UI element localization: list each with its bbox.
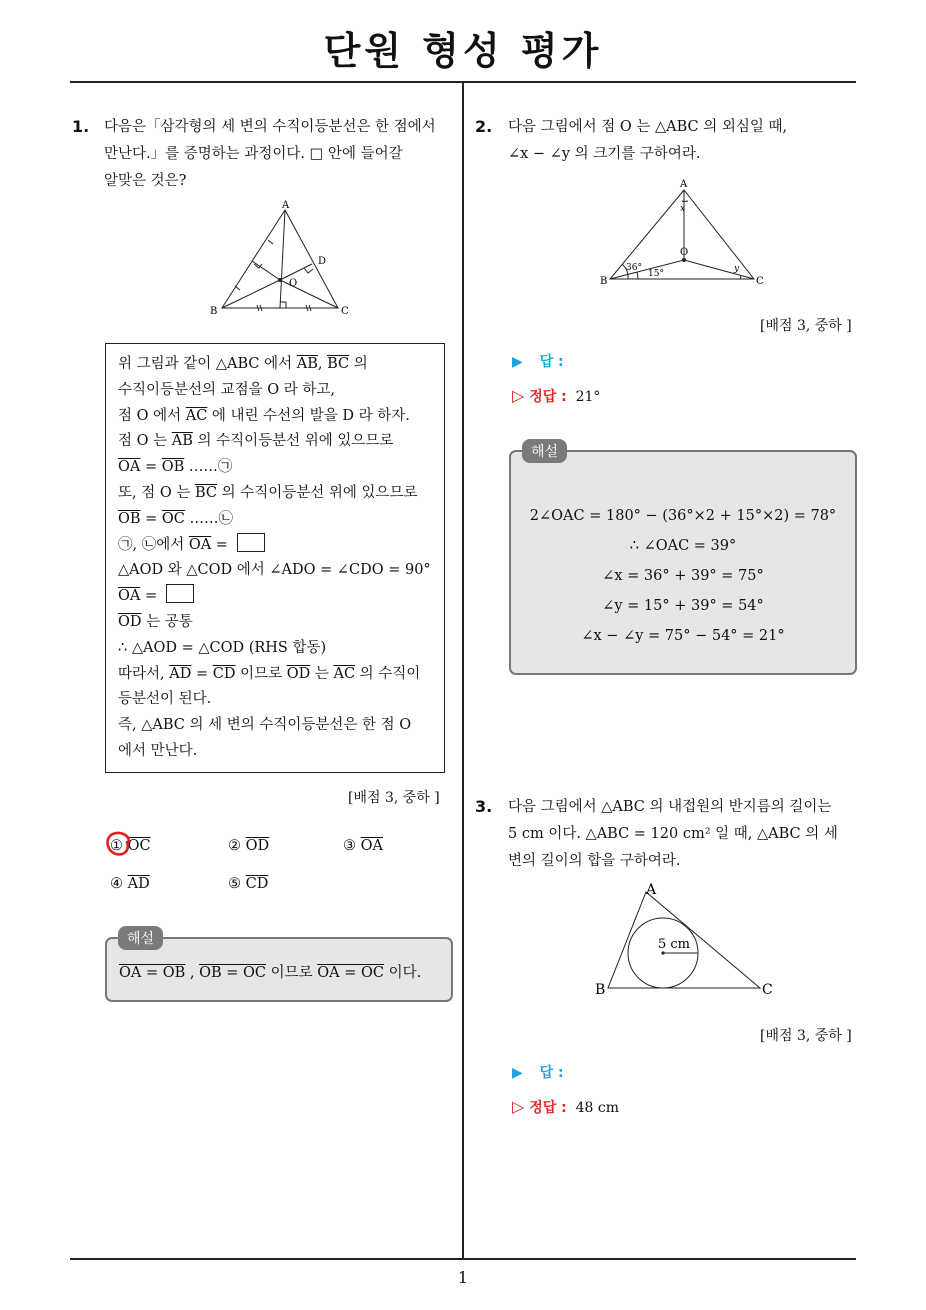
q1-text-line: 다음은「삼각형의 세 변의 수직이등분선은 한 점에서 xyxy=(104,119,436,135)
q3-figure xyxy=(590,878,780,1000)
proof-line: 등분선이 된다. xyxy=(118,691,212,708)
choice-label: $\overline{OC}$ xyxy=(127,838,151,854)
q3-label-a: A xyxy=(646,882,657,898)
q2-solution-line: ∠x − ∠y = 75° − 54° = 21° xyxy=(581,628,785,644)
q1-label-b: B xyxy=(210,306,218,317)
q2-label-x: x xyxy=(680,204,686,214)
q2-solution-line: 2∠OAC = 180° − (36°×2 + 15°×2) = 78° xyxy=(529,508,837,524)
correct-value: 48 cm xyxy=(575,1100,619,1116)
choice-label: $\overline{CD}$ xyxy=(245,876,269,892)
q2-score: [배점 3, 중하 ] xyxy=(760,318,852,334)
q1-label-o: O xyxy=(289,278,298,289)
q3-correct-row xyxy=(512,1097,619,1117)
q1-choice-5[interactable] xyxy=(228,876,268,892)
q1-number: 1. xyxy=(72,117,90,136)
correct-value: 21° xyxy=(575,389,601,405)
q2-solution-line: ∠y = 15° + 39° = 54° xyxy=(602,598,764,614)
q1-choice-3[interactable] xyxy=(343,838,383,854)
proof-line: 즉, △ABC 의 세 변의 수직이등분선은 한 점 O xyxy=(118,717,412,734)
q3-text-line: 다음 그림에서 △ABC 의 내접원의 반지름의 길이는 xyxy=(508,799,832,815)
choice-number: ③ xyxy=(343,838,356,854)
q2-label-o: O xyxy=(680,247,689,258)
q2-label-a: A xyxy=(680,179,688,190)
q2-label-y: y xyxy=(734,264,740,274)
q3-label-radius: 5 cm xyxy=(658,937,691,952)
proof-line: 에서 만난다. xyxy=(118,742,198,759)
choice-number: ① xyxy=(110,838,123,854)
q3-answer-row xyxy=(512,1062,564,1082)
proof-line: $\overline{OB} = \overline{OC}$ ……㉡ xyxy=(118,510,234,527)
q1-text-line: 만난다.」를 증명하는 과정이다. □ 안에 들어갈 xyxy=(104,146,403,162)
answer-blank-box xyxy=(237,533,265,552)
q2-label-angle36: 36° xyxy=(626,263,642,273)
choice-label: $\overline{OA}$ xyxy=(360,838,383,854)
outline-arrow-icon: ▷ xyxy=(512,386,525,405)
q1-proof-box xyxy=(105,343,445,773)
choice-number: ④ xyxy=(110,876,123,892)
play-arrow-icon: ▶ xyxy=(512,354,523,370)
page-title: 단원 형성 평가 xyxy=(323,29,603,73)
q3-text-line: 변의 길이의 합을 구하여라. xyxy=(508,853,681,869)
bottom-rule xyxy=(70,1258,856,1260)
column-divider xyxy=(462,82,464,1260)
q2-label-angle15: 15° xyxy=(648,269,664,279)
selected-answer-circle xyxy=(103,829,133,859)
correct-label: 정답 : xyxy=(529,389,567,405)
q1-choice-4[interactable] xyxy=(110,876,150,892)
q1-explanation-tag: 해설 xyxy=(118,926,163,950)
q2-correct-row xyxy=(512,386,600,406)
q2-text-line: ∠x − ∠y 의 크기를 구하여라. xyxy=(508,146,701,162)
correct-label: 정답 : xyxy=(529,1100,567,1116)
q3-number: 3. xyxy=(475,797,493,816)
proof-line: 수직이등분선의 교점을 O 라 하고, xyxy=(118,381,336,398)
q2-solution-line: ∴ ∠OAC = 39° xyxy=(629,538,737,554)
q1-figure xyxy=(200,198,360,320)
choice-label: $\overline{AD}$ xyxy=(127,876,150,892)
proof-line: 따라서, $\overline{AD} = \overline{CD}$ 이므로 $\overline{OD}$ 는 $\overline{AC}$ 의 수직이 xyxy=(118,665,421,682)
q2-figure xyxy=(598,176,770,290)
answer-label: 답 : xyxy=(539,1065,564,1081)
choice-label: $\overline{OD}$ xyxy=(245,838,270,854)
q1-label-d: D xyxy=(318,256,327,267)
outline-arrow-icon: ▷ xyxy=(512,1097,525,1116)
proof-line: 위 그림과 같이 △ABC 에서 $\overline{AB}$, $\overline{BC}$ 의 xyxy=(118,356,368,372)
q1-choice-2[interactable] xyxy=(228,838,269,854)
q1-label-c: C xyxy=(341,306,349,317)
proof-line: $\overline{OA}$ = xyxy=(118,584,434,610)
play-arrow-icon: ▶ xyxy=(512,1065,523,1081)
proof-line: 점 O 에서 $\overline{AC}$ 에 내린 수선의 발을 D 라 하자. xyxy=(118,407,410,424)
q2-label-b: B xyxy=(600,276,608,287)
q2-text-line: 다음 그림에서 점 O 는 △ABC 의 외심일 때, xyxy=(508,119,788,135)
q3-label-c: C xyxy=(762,982,773,998)
answer-label: 답 : xyxy=(539,354,564,370)
proof-line: ∴ △AOD = △COD (RHS 합동) xyxy=(118,639,327,656)
q2-number: 2. xyxy=(475,117,493,136)
proof-line: 또, 점 O 는 $\overline{BC}$ 의 수직이등분선 위에 있으므로 xyxy=(118,484,418,501)
answer-blank-box xyxy=(166,584,194,603)
q3-text-line: 5 cm 이다. △ABC = 120 cm² 일 때, △ABC 의 세 xyxy=(508,826,838,842)
proof-line: $\overline{OA} = \overline{OB}$ ……㉠ xyxy=(118,459,233,476)
proof-line: △AOD 와 △COD 에서 ∠ADO = ∠CDO = 90° xyxy=(118,562,431,579)
q2-solution-line: ∠x = 36° + 39° = 75° xyxy=(602,568,764,584)
choice-number: ⑤ xyxy=(228,876,241,892)
q3-label-b: B xyxy=(595,982,606,998)
q1-score: [배점 3, 중하 ] xyxy=(348,790,440,806)
q2-question xyxy=(508,114,787,168)
proof-line: ㉠, ㉡에서 $\overline{OA}$ = xyxy=(118,533,434,559)
q1-label-a: A xyxy=(282,200,290,211)
q2-explanation-tag: 해설 xyxy=(522,439,567,463)
q1-explanation-text: OA = OB , OB = OC 이므로 OA = OC 이다. xyxy=(119,965,422,981)
q3-score: [배점 3, 중하 ] xyxy=(760,1028,852,1044)
proof-line: $\overline{OD}$ 는 공통 xyxy=(118,613,193,630)
q1-text-line: 알맞은 것은? xyxy=(104,173,187,189)
q1-question xyxy=(104,114,436,195)
q2-answer-row xyxy=(512,351,564,371)
page-number: 1 xyxy=(457,1268,469,1287)
q3-question xyxy=(508,794,838,875)
choice-number: ② xyxy=(228,838,241,854)
proof-line: 점 O 는 $\overline{AB}$ 의 수직이등분선 위에 있으므로 xyxy=(118,433,394,450)
q2-label-c: C xyxy=(756,276,764,287)
